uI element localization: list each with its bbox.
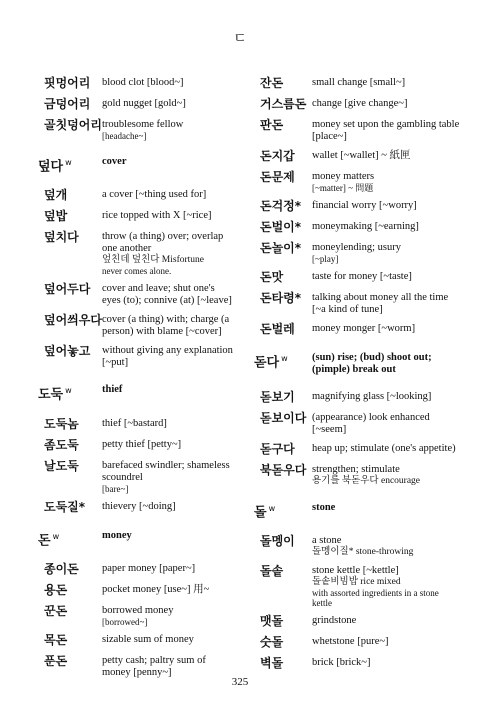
sub-entry	[38, 97, 234, 112]
sub-entry	[38, 633, 234, 648]
headword-text: 돈걱정*	[260, 199, 302, 213]
gloss	[312, 442, 460, 455]
gloss	[312, 501, 460, 514]
headword	[38, 97, 102, 112]
headword-text: 날도둑	[44, 458, 79, 473]
gloss-note: [bare~]	[102, 483, 129, 494]
gloss	[102, 97, 234, 110]
sub-entry	[38, 344, 234, 369]
gloss-text: cover and leave; shut one's eyes (to); connive (at) [~leave]	[102, 283, 232, 307]
headword-text: 돌멩이	[260, 534, 295, 549]
headword-text: 돈놀이*	[260, 241, 302, 255]
gloss-text: money matters	[312, 171, 375, 182]
sub-entry	[254, 199, 460, 214]
headword-text: 핏멍어리	[44, 76, 91, 90]
headword	[254, 241, 312, 256]
headword	[38, 529, 102, 548]
gloss	[312, 322, 460, 335]
gloss-text: troublesome fellow	[102, 119, 184, 130]
headword	[38, 583, 102, 598]
headword-text: 덮치다	[44, 230, 79, 245]
gloss	[312, 220, 460, 233]
gloss	[102, 76, 234, 89]
gloss-text: stone	[312, 502, 336, 513]
sub-entry	[38, 417, 234, 432]
headword-text: 벽돌	[260, 656, 284, 671]
headword-text: 돋다	[254, 355, 280, 371]
headword-text: 금덩어리	[44, 97, 91, 111]
headword	[38, 654, 102, 669]
headword-text: 돌	[254, 505, 267, 521]
headword-text: 도둑놈	[44, 416, 79, 431]
headword-text: 덮개	[44, 188, 68, 203]
gloss-note: [headache~]	[102, 131, 147, 141]
headword	[254, 149, 312, 164]
headword	[38, 313, 102, 328]
gloss	[102, 529, 234, 542]
sub-entry	[38, 562, 234, 577]
gloss	[312, 241, 460, 264]
headword	[38, 604, 102, 619]
gloss	[312, 118, 460, 143]
gloss-text: blood clot [blood~]	[102, 77, 184, 88]
sub-entry	[254, 442, 460, 457]
sub-entry	[38, 459, 234, 494]
headword	[254, 614, 312, 629]
headword	[38, 500, 102, 515]
gloss-text: petty cash; paltry sum of money [penny~]	[102, 654, 206, 678]
headword	[38, 282, 102, 297]
gloss-text: wallet [~wallet] ~ 紙匣	[312, 150, 411, 161]
headword-text: 용돈	[44, 582, 68, 597]
gloss	[312, 76, 460, 89]
headword-text: 돈맛	[260, 270, 284, 284]
main-entry	[254, 351, 460, 376]
example-phrase: 돌멩이질* stone-throwing	[312, 547, 414, 558]
sub-entry	[254, 614, 460, 629]
gloss-text: grindstone	[312, 615, 357, 627]
gloss-text: brick [brick~]	[312, 657, 371, 669]
headword	[254, 463, 312, 478]
sub-entry	[254, 656, 460, 671]
headword	[38, 155, 102, 174]
word-class-marker: w	[281, 354, 288, 363]
headword-text: 숫돌	[260, 635, 284, 650]
headword-text: 덮다	[38, 159, 64, 175]
gloss	[102, 282, 234, 307]
headword-text: 골칫덩어리	[44, 118, 102, 132]
gloss-text: thief	[102, 384, 123, 396]
word-class-marker: w	[52, 531, 60, 541]
headword-text: 꾼돈	[44, 603, 68, 618]
gloss-text: stone kettle [~kettle]	[312, 565, 399, 577]
gloss	[102, 417, 234, 430]
gloss-text: a stone	[312, 535, 342, 547]
headword-text: 푼돈	[44, 653, 68, 668]
gloss-text: small change [small~]	[312, 77, 406, 88]
headword-text: 덮어씌우다	[44, 313, 102, 328]
headword	[254, 534, 312, 549]
gloss	[102, 155, 234, 168]
sub-entry	[254, 390, 460, 405]
sub-entry	[38, 188, 234, 203]
headword-text: 덮밥	[44, 209, 68, 224]
main-entry	[38, 155, 234, 174]
left-column	[38, 76, 234, 679]
gloss	[312, 390, 460, 403]
sub-entry	[38, 76, 234, 91]
sub-entry	[254, 170, 460, 193]
headword	[254, 442, 312, 457]
gloss-note: [~matter] ~ 問題	[312, 183, 374, 193]
sub-entry	[254, 118, 460, 143]
gloss	[312, 291, 460, 316]
main-entry	[254, 501, 460, 520]
gloss	[312, 351, 460, 376]
main-entry	[38, 529, 234, 548]
gloss-text: thievery [~doing]	[102, 500, 176, 512]
headword-text: 돋보이다	[260, 411, 307, 425]
gloss-text: magnifying glass [~looking]	[312, 391, 432, 402]
gloss	[312, 270, 460, 283]
sub-entry	[254, 241, 460, 264]
sub-entry	[38, 230, 234, 276]
gloss	[102, 230, 234, 276]
main-entry	[38, 383, 234, 402]
headword-text: 거스름돈	[260, 97, 307, 111]
headword	[254, 291, 312, 306]
word-class-marker: w	[65, 158, 72, 167]
headword	[38, 209, 102, 224]
sub-entry	[38, 604, 234, 627]
gloss-text: money	[102, 529, 132, 541]
headword-text: 맷돌	[260, 614, 284, 629]
sub-entry	[254, 322, 460, 337]
sub-entry	[254, 463, 460, 487]
headword	[38, 230, 102, 245]
gloss	[102, 500, 234, 513]
headword	[254, 390, 312, 405]
gloss	[102, 459, 234, 494]
gloss	[102, 118, 234, 141]
headword	[254, 97, 312, 112]
gloss-text: moneymaking [~earning]	[312, 221, 419, 232]
headword	[254, 322, 312, 337]
gloss-text: paper money [paper~]	[102, 562, 196, 574]
headword-text: 덮어놓고	[44, 344, 91, 359]
example-phrase: 용기를 북돋우다 encourage	[312, 476, 421, 486]
gloss-note: [borrowed~]	[102, 616, 148, 627]
headword-text: 돈타령*	[260, 291, 302, 305]
sub-entry	[254, 411, 460, 436]
sub-entry	[38, 118, 234, 141]
gloss-text: financial worry [~worry]	[312, 200, 417, 211]
sub-entry	[254, 564, 460, 608]
gloss-text: pocket money [use~] 用~	[102, 583, 210, 595]
gloss	[102, 604, 234, 627]
sub-entry	[38, 313, 234, 338]
example-phrase: 돌솥비빔밥 rice mixed	[312, 577, 401, 588]
sub-entry	[254, 149, 460, 164]
headword	[254, 170, 312, 185]
headword-text: 북돋우다	[260, 463, 307, 477]
gloss-text: barefaced swindler; shameless scoundrel	[102, 459, 230, 483]
headword	[38, 118, 102, 133]
gloss-note: never comes alone.	[102, 266, 172, 277]
headword-text: 덮어두다	[44, 282, 91, 297]
sub-entry	[254, 220, 460, 235]
headword	[254, 118, 312, 133]
sub-entry	[38, 209, 234, 224]
word-class-marker: w	[268, 504, 276, 513]
headword	[254, 656, 312, 671]
headword	[254, 351, 312, 370]
gloss-text: without giving any explanation [~put]	[102, 345, 233, 369]
sub-entry	[38, 282, 234, 307]
headword-text: 도둑질*	[44, 499, 86, 514]
gloss-text: taste for money [~taste]	[312, 271, 412, 282]
gloss	[312, 635, 460, 648]
gloss	[312, 534, 460, 558]
gloss	[102, 188, 234, 201]
gloss-text: gold nugget [gold~]	[102, 98, 186, 109]
gloss-text: cover (a thing) with; charge (a person) with blame [~cover]	[102, 314, 230, 338]
gloss-text: (appearance) look enhanced [~seem]	[312, 412, 430, 435]
sub-entry	[38, 438, 234, 453]
headword-text: 돈지갑	[260, 149, 295, 163]
gloss	[102, 583, 234, 596]
gloss	[312, 97, 460, 110]
headword	[38, 417, 102, 432]
sub-entry	[254, 270, 460, 285]
gloss	[102, 344, 234, 369]
headword	[254, 564, 312, 579]
gloss-text: talking about money all the time [~a kind of tune]	[312, 292, 449, 315]
gloss-text: rice topped with X [~rice]	[102, 210, 212, 222]
headword-text: 좀도둑	[44, 437, 79, 452]
gloss-text: heap up; stimulate (one's appetite)	[312, 443, 456, 454]
word-class-marker: w	[65, 386, 72, 396]
gloss-text: moneylending; usury	[312, 242, 401, 253]
headword-text: 돌솥	[260, 564, 284, 579]
headword-text: 돈벌이*	[260, 220, 302, 234]
headword-text: 돋구다	[260, 442, 295, 456]
gloss-text: (sun) rise; (bud) shoot out; (pimple) break out	[312, 352, 432, 375]
headword	[254, 270, 312, 285]
gloss	[312, 564, 460, 608]
gloss	[102, 633, 234, 646]
gloss-text: change [give change~]	[312, 98, 408, 109]
sub-entry	[38, 500, 234, 515]
gloss	[102, 209, 234, 222]
headword-text: 잔돈	[260, 76, 284, 90]
headword-text: 도둑	[38, 387, 64, 403]
gloss-text: sizable sum of money	[102, 633, 194, 645]
headword	[38, 188, 102, 203]
sub-entry	[254, 97, 460, 112]
headword-text: 돈벌레	[260, 322, 295, 336]
headword	[38, 383, 102, 402]
gloss-text: borrowed money	[102, 604, 174, 616]
gloss-text: money set upon the gambling table [place~]	[312, 119, 460, 142]
headword	[254, 501, 312, 520]
headword	[38, 438, 102, 453]
headword	[38, 459, 102, 474]
sub-entry	[38, 583, 234, 598]
gloss-text: money monger [~worm]	[312, 323, 416, 334]
gloss-text: thief [~bastard]	[102, 417, 167, 429]
gloss-note: [~play]	[312, 254, 339, 264]
right-column	[254, 76, 460, 671]
sub-entry	[254, 291, 460, 316]
gloss	[102, 562, 234, 575]
gloss	[102, 438, 234, 451]
headword-text: 돈문제	[260, 170, 295, 184]
gloss	[102, 383, 234, 396]
headword-text: 종이돈	[44, 561, 79, 576]
headword-text: 돈	[38, 532, 51, 548]
headword	[38, 633, 102, 648]
gloss	[312, 614, 460, 627]
headword-text: 목돈	[44, 632, 68, 647]
gloss-text: cover	[102, 156, 127, 167]
headword-text: 판돈	[260, 118, 284, 132]
gloss	[102, 313, 234, 338]
sub-entry	[254, 534, 460, 558]
headword-text: 돋보기	[260, 390, 295, 404]
headword	[254, 411, 312, 426]
headword	[254, 199, 312, 214]
headword	[38, 562, 102, 577]
page-number: 325	[231, 676, 249, 688]
gloss	[312, 463, 460, 487]
gloss-text: whetstone [pure~]	[312, 636, 389, 648]
sub-entry	[254, 635, 460, 650]
sub-entry	[254, 76, 460, 91]
gloss-note: with assorted ingredients in a stone kettle	[312, 588, 439, 609]
gloss-text: a cover [~thing used for]	[102, 189, 207, 201]
headword	[38, 76, 102, 91]
gloss-text: strengthen; stimulate	[312, 464, 400, 475]
gloss	[312, 656, 460, 669]
gloss	[312, 149, 460, 162]
gloss-text: petty thief [petty~]	[102, 438, 182, 450]
headword	[38, 344, 102, 359]
gloss	[312, 411, 460, 436]
page-header-letter: ㄷ	[233, 32, 247, 47]
gloss-text: throw (a thing) over; overlap one another	[102, 231, 224, 255]
headword	[254, 76, 312, 91]
gloss	[312, 199, 460, 212]
gloss	[312, 170, 460, 193]
example-phrase: 엎친데 덮친다 Misfortune	[102, 255, 205, 266]
headword	[254, 220, 312, 235]
headword	[254, 635, 312, 650]
